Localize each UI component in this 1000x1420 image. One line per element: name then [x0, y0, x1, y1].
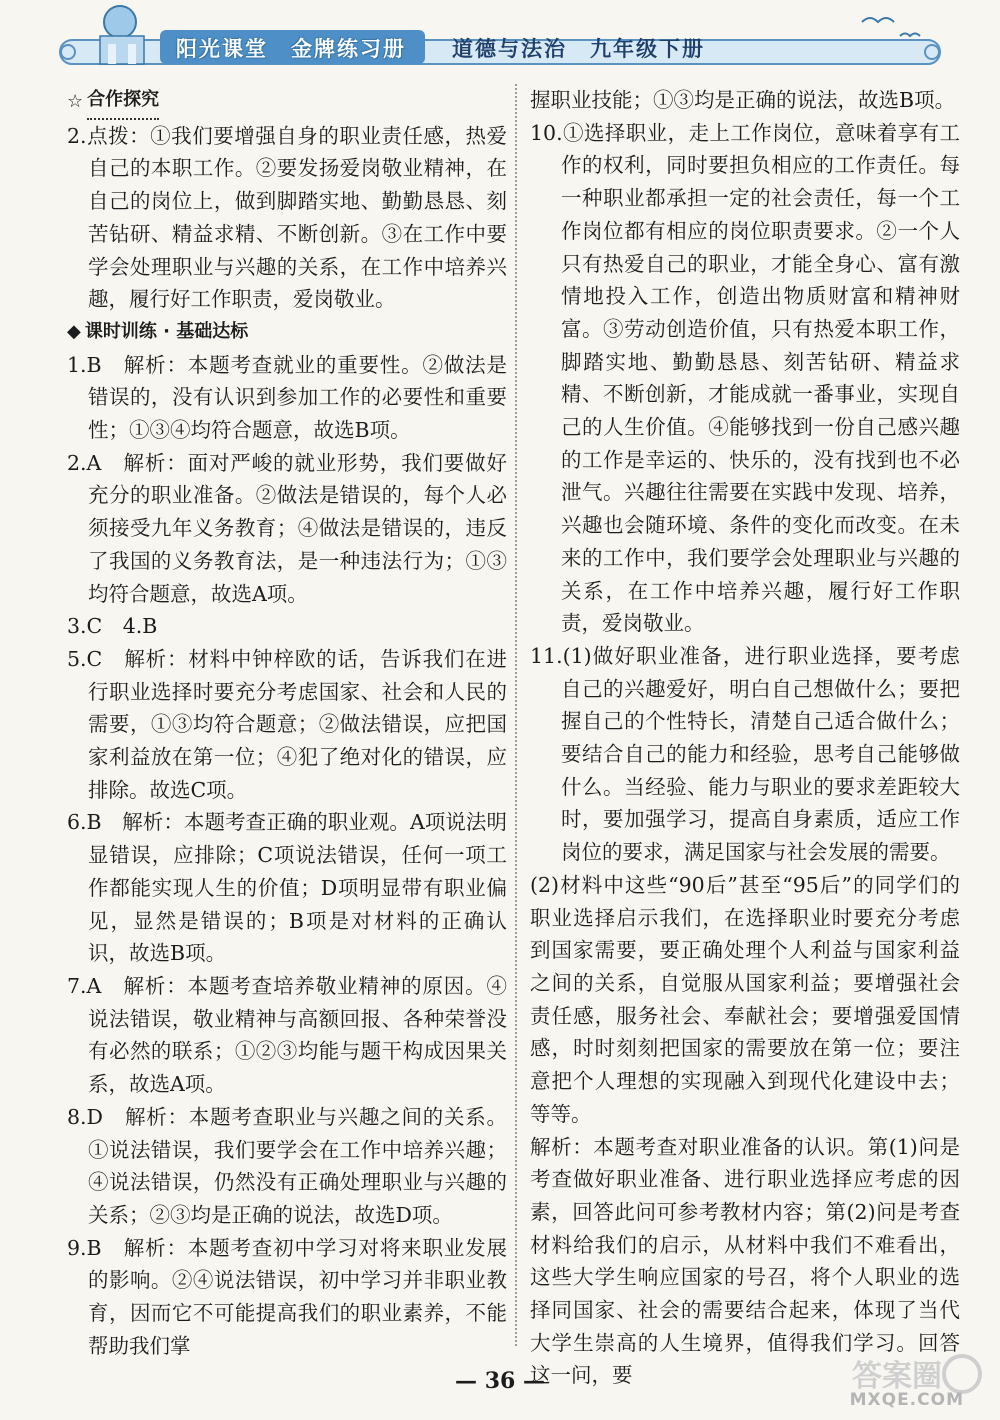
- star-icon: ☆: [67, 90, 84, 112]
- answer-item: 3.C 4.B: [67, 614, 158, 639]
- answer-item: 8.D 解析：本题考查职业与兴趣之间的关系。①说法错误，我们要学会在工作中培养兴趣；④说法错误，仍然没有正确处理职业与兴趣的关系；②③均是正确的说法，故选D项。: [67, 1104, 507, 1227]
- answer-item: 1.B 解析：本题考查就业的重要性。②做法是错误的，没有认识到参加工作的必要性和重要性；①③④均符合题意，故选B项。: [67, 352, 507, 443]
- watermark-url: MXQE.COM: [849, 1390, 964, 1410]
- answer-continuation: 握职业技能；①③均是正确的说法，故选B项。: [530, 88, 956, 112]
- section-heading: ☆ 合作探究: [67, 84, 507, 120]
- answer-item: (2)材料中这些“90后”甚至“95后”的同学们的职业选择启示我们，在选择职业时要充分考虑到国家需要，要正确处理个人利益与国家利益之间的关系，自觉服从国家利益；要增强社会责任感，服务社会、奉献社会；要增强爱国情感，时时刻刻把国家的需要放在第一位；要注意把个人理想的实现融入到现代化建设中去；等等。: [530, 872, 960, 1126]
- page-header: [0, 0, 1000, 70]
- analysis-paragraph: 解析：本题考查对职业准备的认识。第(1)问是考查做好职业准备、进行职业选择应考虑的因素，回答此问可参考教材内容；第(2)问是考查材料给我们的启示，从材料中我们不难看出，这些大学生响应国家的号召，将个人职业的选择同国家、社会的需要结合起来，体现了当代大学生崇高的人生境界，值得我们学习。回答这一问，要: [530, 1134, 960, 1388]
- answer-item: 6.B 解析：本题考查正确的职业观。A项说法明显错误，应排除；C项说法错误，任何一项工作都能实现人生的价值；D项明显带有职业偏见，显然是错误的；B项是对材料的正确认识，故选B项。: [67, 810, 507, 966]
- answer-item: 5.C 解析：材料中钟梓欧的话，告诉我们在进行职业选择时要充分考虑国家、社会和人民的需要，①③均符合题意；②做法错误，应把国家利益放在第一位；④犯了绝对化的错误，应排除。故选C项。: [67, 646, 507, 802]
- column-divider: [515, 84, 517, 1346]
- answer-item: 2.点拨：①我们要增强自身的职业责任感，热爱自己的本职工作。②要发扬爱岗敬业精神，在自己的岗位上，做到脚踏实地、勤勤恳恳、刻苦钻研、精益求精、不断创新。③在工作中要学会处理职业与兴趣的关系，在工作中培养兴趣，履行好工作职责，爱岗敬业。: [67, 123, 507, 312]
- answer-item: 7.A 解析：本题考查培养敬业精神的原因。④说法错误，敬业精神与高额回报、各种荣誉没有必然的联系；①②③均能与题干构成因果关系，故选A项。: [67, 973, 507, 1097]
- answer-item: 11.(1)做好职业准备，进行职业选择，要考虑自己的兴趣爱好，明白自己想做什么；要把握自己的个性特长，清楚自己适合做什么；要结合自己的能力和经验，思考自己能够做什么。当经验、能力与职业的要求差距较大时，要加强学习，提高自身素质，适应工作岗位的要求，满足国家与社会发展的需要。: [530, 643, 960, 865]
- answer-item: 9.B 解析：本题考查初中学习对将来职业发展的影响。②④说法错误，初中学习并非职业教育，因而它不可能提高我们的职业素养，不能帮助我们掌: [67, 1235, 507, 1358]
- svg-text:答案圈: 答案圈: [852, 1359, 942, 1394]
- right-column: [530, 84, 960, 1392]
- header-brand: 阳光课堂 金牌练习册: [176, 37, 406, 61]
- header-subject: 道德与法治 九年级下册: [452, 37, 705, 61]
- bullet-icon: ◆: [67, 320, 81, 342]
- page-number: — 36 —: [455, 1368, 545, 1394]
- answer-item: 10.①选择职业，走上工作岗位，意味着享有工作的权利，同时要担负相应的工作责任。每一种职业都承担一定的社会责任，每一个工作岗位都有相应的岗位职责要求。②一个人只有热爱自己的职业，才能全身心、富有激情地投入工作，创造出物质财富和精神财富。③劳动创造价值，只有热爱本职工作，脚踏实地、勤勤恳恳、刻苦钻研、精益求精、不断创新，才能成就一番事业，实现自己的人生价值。④能够找到一份自己感兴趣的工作是幸运的、快乐的，没有找到也不必泄气。兴趣往往需要在实践中发现、培养，兴趣也会随环境、条件的变化而改变。在未来的工作中，我们要学会处理职业与兴趣的关系，在工作中培养兴趣，履行好工作职责，爱岗敬业。: [530, 120, 960, 636]
- answer-item: 2.A 解析：面对严峻的就业形势，我们要做好充分的职业准备。②做法是错误的，每个人必须接受九年义务教育；④做法是错误的，违反了我国的义务教育法，是一种违法行为；①③均符合题意，故选A项。: [67, 450, 507, 606]
- watermark: [842, 1352, 992, 1416]
- section-heading: ◆ 课时训练 · 基础达标: [67, 316, 507, 349]
- left-column: [67, 84, 507, 1362]
